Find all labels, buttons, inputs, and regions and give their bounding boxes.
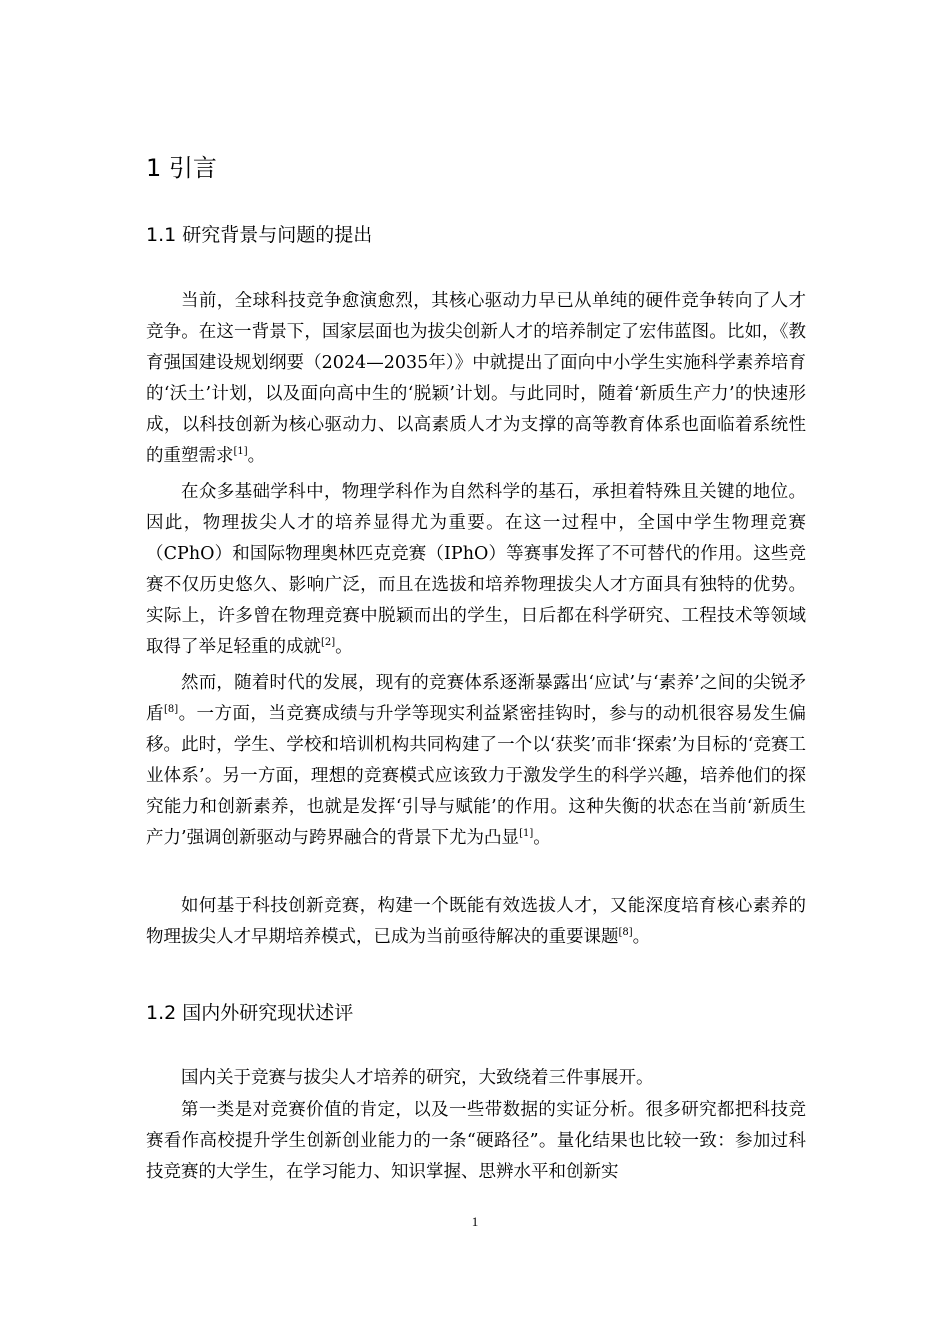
paragraph-text: 在众多基础学科中，物理学科作为自然科学的基石，承担着特殊且关键的地位。因此，物理拔尖人才的培养显得尤为重要。在这一过程中，全国中学生物理竞赛（CPhO）和国际物理奥林匹克竞赛（IPhO）等赛事发挥了不可替代的作用。这些竞赛不仅历史悠久、影响广泛，而且在选拔和培养物理拔尖人才方面具有独特的优势。实际上，许多曾在物理竞赛中脱颖而出的学生，日后都在科学研究、工程技术等领域取得了举足轻重的成就 bbox=[146, 482, 806, 657]
citation-ref: [8] bbox=[618, 927, 633, 939]
paragraph-background-1 bbox=[146, 286, 806, 472]
section-heading-1-1: 1.1 研究背景与问题的提出 bbox=[146, 224, 373, 246]
paragraph-background-4 bbox=[146, 891, 806, 953]
paragraph-text: 第一类是对竞赛价值的肯定，以及一些带数据的实证分析。很多研究都把科技竞赛看作高校提升学生创新创业能力的一条“硬路径”。量化结果也比较一致：参加过科技竞赛的大学生，在学习能力、知识掌握、思辨水平和创新实 bbox=[146, 1100, 806, 1182]
paragraph-background-2 bbox=[146, 477, 806, 663]
paragraph-text: 国内关于竞赛与拔尖人才培养的研究，大致绕着三件事展开。 bbox=[181, 1068, 654, 1088]
paragraph-background-3 bbox=[146, 668, 806, 854]
paragraph-punct: 。 bbox=[632, 927, 651, 947]
section-heading-1-2: 1.2 国内外研究现状述评 bbox=[146, 1002, 354, 1024]
citation-ref: [2] bbox=[321, 637, 336, 649]
paragraph-punct: 。 bbox=[247, 446, 266, 466]
paragraph-text: 然而，随着时代的发展，现有的竞赛体系逐渐暴露出‘应试’与‘素养’之间的尖锐矛盾 bbox=[146, 673, 806, 724]
paragraph-text: 如何基于科技创新竞赛，构建一个既能有效选拔人才，又能深度培育核心素养的物理拔尖人才早期培养模式，已成为当前亟待解决的重要课题 bbox=[146, 896, 806, 947]
citation-ref: [1] bbox=[519, 828, 534, 840]
paragraph-review-1 bbox=[146, 1063, 806, 1094]
citation-ref: [1] bbox=[233, 446, 248, 458]
citation-ref: [8] bbox=[163, 704, 179, 716]
page-number: 1 bbox=[471, 1214, 479, 1229]
paragraph-text: 。一方面，当竞赛成绩与升学等现实利益紧密挂钩时，参与的动机很容易发生偏移。此时，学生、学校和培训机构共同构建了一个以‘获奖’而非‘探索’为目标的‘竞赛工业体系’。另一方面，理想的竞赛模式应该致力于激发学生的科学兴趣，培养他们的探究能力和创新素养，也就是发挥‘引导与赋能’的作用。这种失衡的状态在当前‘新质生产力’强调创新驱动与跨界融合的背景下尤为凸显 bbox=[146, 704, 807, 848]
paragraph-punct: 。 bbox=[533, 828, 551, 848]
paragraph-punct: 。 bbox=[335, 637, 353, 657]
paragraph-review-2 bbox=[146, 1095, 806, 1188]
chapter-heading: 1 引言 bbox=[146, 154, 217, 182]
paragraph-text: 当前，全球科技竞争愈演愈烈，其核心驱动力早已从单纯的硬件竞争转向了人才竞争。在这一背景下，国家层面也为拔尖创新人才的培养制定了宏伟蓝图。比如，《教育强国建设规划纲要（2024—2035年）》中就提出了面向中小学生实施科学素养培育的‘沃土’计划，以及面向高中生的‘脱颖’计划。与此同时，随着‘新质生产力’的快速形成，以科技创新为核心驱动力、以高素质人才为支撑的高等教育体系也面临着系统性的重塑需求 bbox=[146, 291, 806, 466]
